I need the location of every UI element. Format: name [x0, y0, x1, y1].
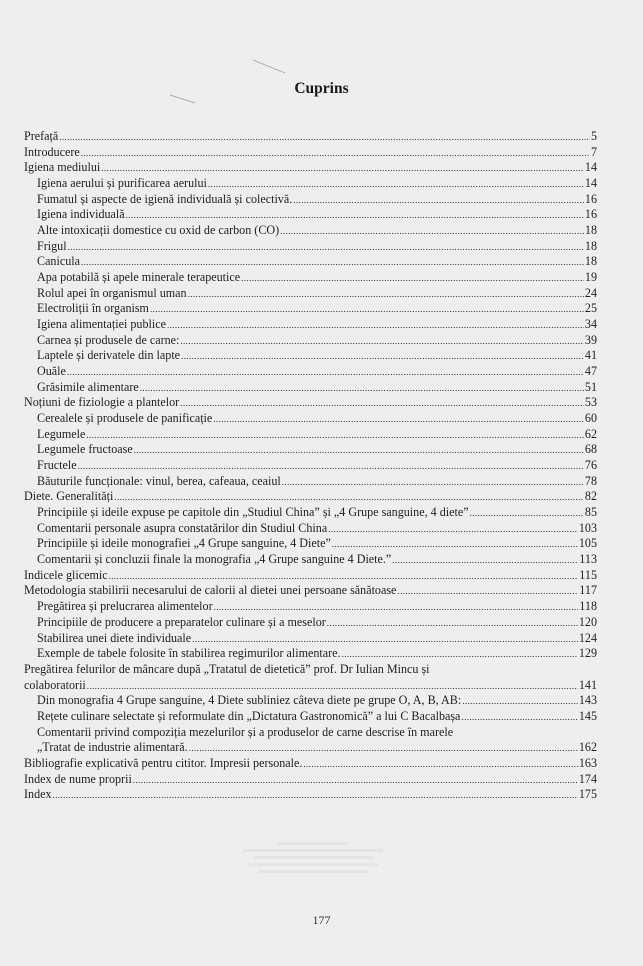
- dot-leader: [189, 741, 578, 757]
- toc-entry-page: 19: [584, 270, 597, 285]
- toc-entry-page: 62: [584, 426, 597, 441]
- dot-leader: [392, 553, 578, 569]
- dot-leader: [81, 255, 584, 271]
- dot-leader: [126, 208, 584, 224]
- faint-stamp-decoration: [238, 838, 388, 884]
- toc-entry: [24, 333, 597, 349]
- toc-entry-title: Indicele glicemic: [24, 567, 108, 582]
- toc-entry: [24, 631, 597, 647]
- toc-entry-title: „Tratat de industrie alimentară.: [37, 740, 188, 755]
- toc-entry-title: Din monografia 4 Grupe sanguine, 4 Diete subliniez câteva diete pe grupe O, A, B, AB:: [37, 693, 462, 708]
- toc-entry-title: Comentarii privind compoziția mezelurilor și a produselor de carne descrise în marele: [37, 724, 454, 739]
- dot-leader: [101, 161, 584, 177]
- toc-entry: [24, 599, 597, 615]
- toc-entry: [24, 474, 597, 490]
- toc-entry: [24, 646, 597, 662]
- dot-leader: [67, 365, 584, 381]
- toc-entry-page: 18: [584, 238, 597, 253]
- toc-entry-title: Fructele: [37, 458, 77, 473]
- toc-entry: [24, 693, 597, 709]
- toc-entry-title: Pregătirea și prelucrarea alimentelor: [37, 599, 213, 614]
- toc-entry-title: Cerealele și produsele de panificație: [37, 411, 213, 426]
- toc-entry-page: 25: [584, 301, 597, 316]
- toc-entry: [24, 552, 597, 568]
- toc-entry-title: Frigul: [37, 238, 67, 253]
- toc-entry-title: Principiile și ideile monografiei „4 Grupe sanguine, 4 Diete”: [37, 536, 331, 551]
- dot-leader: [180, 334, 584, 350]
- toc-entry-page: 85: [584, 505, 597, 520]
- toc-entry-page: 175: [578, 787, 597, 802]
- toc-entry: [24, 521, 597, 537]
- toc-entry: [24, 740, 597, 756]
- toc-entry: [24, 615, 597, 631]
- dot-leader: [397, 584, 578, 600]
- dot-leader: [114, 490, 584, 506]
- dot-leader: [332, 537, 578, 553]
- toc-entry: [24, 348, 597, 364]
- toc-entry: [24, 709, 597, 725]
- dot-leader: [188, 287, 584, 303]
- toc-entry-page: 117: [579, 583, 597, 598]
- toc-entry-title: Electroliții în organism: [37, 301, 149, 316]
- dot-leader: [192, 632, 578, 648]
- dot-leader: [462, 694, 578, 710]
- toc-entry-title: Carnea și produsele de carne:: [37, 332, 180, 347]
- toc-entry-title: Grăsimile alimentare: [37, 379, 139, 394]
- toc-entry-page: 53: [584, 395, 597, 410]
- dot-leader: [213, 412, 584, 428]
- dot-leader: [461, 710, 577, 726]
- toc-entry-title: Prefață: [24, 129, 59, 143]
- dot-leader: [208, 177, 584, 193]
- toc-entry-title: Principiile și ideile expuse pe capitole din „Studiul China” și „4 Grupe sanguine, 4 diete”: [37, 505, 469, 520]
- toc-entry-title: Noțiuni de fiziologie a plantelor: [24, 395, 180, 410]
- toc-entry-title: Exemple de tabele folosite în stabilirea regimurilor alimentare.: [37, 646, 341, 661]
- toc-entry-title: Metodologia stabilirii necesarului de calorii al dietei unei persoane sănătoase: [24, 583, 397, 598]
- toc-entry-page: 115: [579, 567, 597, 582]
- toc-entry-page: 16: [584, 191, 597, 206]
- dot-leader: [140, 381, 584, 397]
- toc-entry: [24, 364, 597, 380]
- toc-entry: [24, 301, 597, 317]
- toc-entry-page: 18: [584, 254, 597, 269]
- toc-entry-page: 163: [578, 755, 597, 770]
- toc-entry-title: Pregătirea felurilor de mâncare după „Tratatul de dietetică” prof. Dr Iulian Mincu și: [24, 661, 430, 676]
- toc-entry-title: Rolul apei în organismul uman: [37, 285, 187, 300]
- toc-entry-page: 7: [590, 144, 597, 159]
- dot-leader: [59, 130, 590, 146]
- toc-entry-page: 51: [584, 379, 597, 394]
- toc-entry-page: 145: [578, 708, 597, 723]
- toc-entry-title: Băuturile funcționale: vinul, berea, cafeaua, ceaiul: [37, 473, 281, 488]
- toc-entry-page: 39: [584, 332, 597, 347]
- page-title: Cuprins: [294, 80, 349, 97]
- toc-entry: [24, 395, 597, 411]
- dot-leader: [282, 475, 584, 491]
- toc-entry: [24, 192, 597, 208]
- toc-entry-title: Principiile de producere a preparatelor culinare și a meselor: [37, 614, 326, 629]
- toc-entry: [24, 270, 597, 286]
- toc-entry-title: Alte intoxicații domestice cu oxid de carbon (CO): [37, 223, 280, 238]
- toc-entry: [24, 286, 597, 302]
- dot-leader: [328, 522, 578, 538]
- toc-entry: [24, 583, 597, 599]
- dot-leader: [293, 193, 584, 209]
- toc-entry: [24, 160, 597, 176]
- dot-leader: [303, 757, 577, 773]
- dot-leader: [134, 443, 584, 459]
- toc-entry: [24, 145, 597, 161]
- toc-entry-title: Comentarii personale asupra constatărilor din Studiul China: [37, 520, 328, 535]
- toc-entry: [24, 380, 597, 396]
- toc-entry: [24, 317, 597, 333]
- toc-entry: [24, 536, 597, 552]
- toc-entry-title: Bibliografie explicativă pentru cititor. Impresii personale.: [24, 755, 303, 770]
- page-number: 177: [312, 913, 331, 927]
- toc-entry: [24, 207, 597, 223]
- dot-leader: [78, 459, 584, 475]
- dot-leader: [342, 647, 578, 663]
- toc-entry-page: 41: [584, 348, 597, 363]
- dot-leader: [133, 773, 578, 789]
- toc-entry: [24, 505, 597, 521]
- toc-entry: [24, 223, 597, 239]
- toc-entry-title: Legumele: [37, 426, 86, 441]
- toc-entry-page: 16: [584, 207, 597, 222]
- toc-entry: [24, 725, 597, 741]
- dot-leader: [87, 679, 578, 695]
- toc-entry-page: 118: [579, 599, 597, 614]
- toc-entry: [24, 772, 597, 788]
- toc-entry-page: 14: [584, 160, 597, 175]
- toc-entry-page: 113: [579, 552, 597, 567]
- dot-leader: [81, 146, 590, 162]
- toc-entry-page: 143: [578, 693, 597, 708]
- dot-leader: [180, 396, 584, 412]
- toc-entry-page: 5: [590, 129, 597, 143]
- toc-entry-page: 103: [578, 520, 597, 535]
- toc-entry: [24, 756, 597, 772]
- toc-entry-page: 124: [578, 630, 597, 645]
- dot-leader: [241, 271, 584, 287]
- toc-entry-title: Apa potabilă și apele minerale terapeutice: [37, 270, 241, 285]
- toc-entry: [24, 662, 597, 678]
- toc-entry-title: Igiena aerului și purificarea aerului: [37, 176, 207, 191]
- toc-entry-title: Ouăle: [37, 364, 66, 379]
- toc-entry-title: Diete. Generalități: [24, 489, 114, 504]
- toc-entry-title: Fumatul și aspecte de igienă individuală și colectivă.: [37, 191, 293, 206]
- toc-entry-page: 78: [584, 473, 597, 488]
- toc-entry-page: 105: [578, 536, 597, 551]
- toc-entry-page: 34: [584, 317, 597, 332]
- toc-entry-page: 120: [578, 614, 597, 629]
- toc-entry-page: 68: [584, 442, 597, 457]
- toc-entry: [24, 568, 597, 584]
- toc-entry-title: Index: [24, 787, 52, 802]
- toc-entry-title: Introducere: [24, 144, 80, 159]
- dot-leader: [327, 616, 578, 632]
- toc-entry-title: Index de nume proprii: [24, 771, 132, 786]
- toc-entry-title: Rețete culinare selectate și reformulate din „Dictatura Gastronomică” a lui C Bacalbașa: [37, 708, 461, 723]
- toc-entry: [24, 239, 597, 255]
- toc-entry-title: Canicula: [37, 254, 80, 269]
- toc-entry-title: colaboratorii: [24, 677, 86, 692]
- table-of-contents: [24, 129, 597, 803]
- toc-entry-title: Legumele fructoase: [37, 442, 133, 457]
- toc-entry-title: Comentarii și concluzii finale la monografia „4 Grupe sanguine 4 Diete.”: [37, 552, 392, 567]
- dot-leader: [214, 600, 579, 616]
- dot-leader: [86, 428, 584, 444]
- toc-entry: [24, 458, 597, 474]
- dot-leader: [109, 569, 579, 585]
- toc-entry: [24, 442, 597, 458]
- toc-entry: [24, 427, 597, 443]
- toc-entry-title: Laptele și derivatele din lapte: [37, 348, 181, 363]
- toc-entry: [24, 678, 597, 694]
- toc-entry-page: 76: [584, 458, 597, 473]
- dot-leader: [53, 788, 578, 804]
- toc-entry-page: 60: [584, 411, 597, 426]
- toc-entry-page: 14: [584, 176, 597, 191]
- toc-entry-title: Igiena alimentației publice: [37, 317, 166, 332]
- toc-entry-page: 47: [584, 364, 597, 379]
- dot-leader: [167, 318, 584, 334]
- toc-entry: [24, 489, 597, 505]
- toc-entry-page: 141: [578, 677, 597, 692]
- toc-entry: [24, 411, 597, 427]
- toc-entry: [24, 176, 597, 192]
- dot-leader: [280, 224, 584, 240]
- dot-leader: [150, 302, 584, 318]
- dot-leader: [68, 240, 584, 256]
- toc-entry: [24, 254, 597, 270]
- dot-leader: [470, 506, 584, 522]
- toc-entry-title: Stabilirea unei diete individuale: [37, 630, 192, 645]
- toc-entry-page: 18: [584, 223, 597, 238]
- toc-entry-title: Igiena mediului: [24, 160, 101, 175]
- toc-entry-page: 129: [578, 646, 597, 661]
- toc-entry-page: 24: [584, 285, 597, 300]
- toc-entry-page: 162: [578, 740, 597, 755]
- toc-entry: [24, 787, 597, 803]
- toc-entry: [24, 129, 597, 145]
- toc-entry-page: 82: [584, 489, 597, 504]
- toc-entry-page: 174: [578, 771, 597, 786]
- toc-entry-title: Igiena individuală: [37, 207, 125, 222]
- dot-leader: [181, 349, 584, 365]
